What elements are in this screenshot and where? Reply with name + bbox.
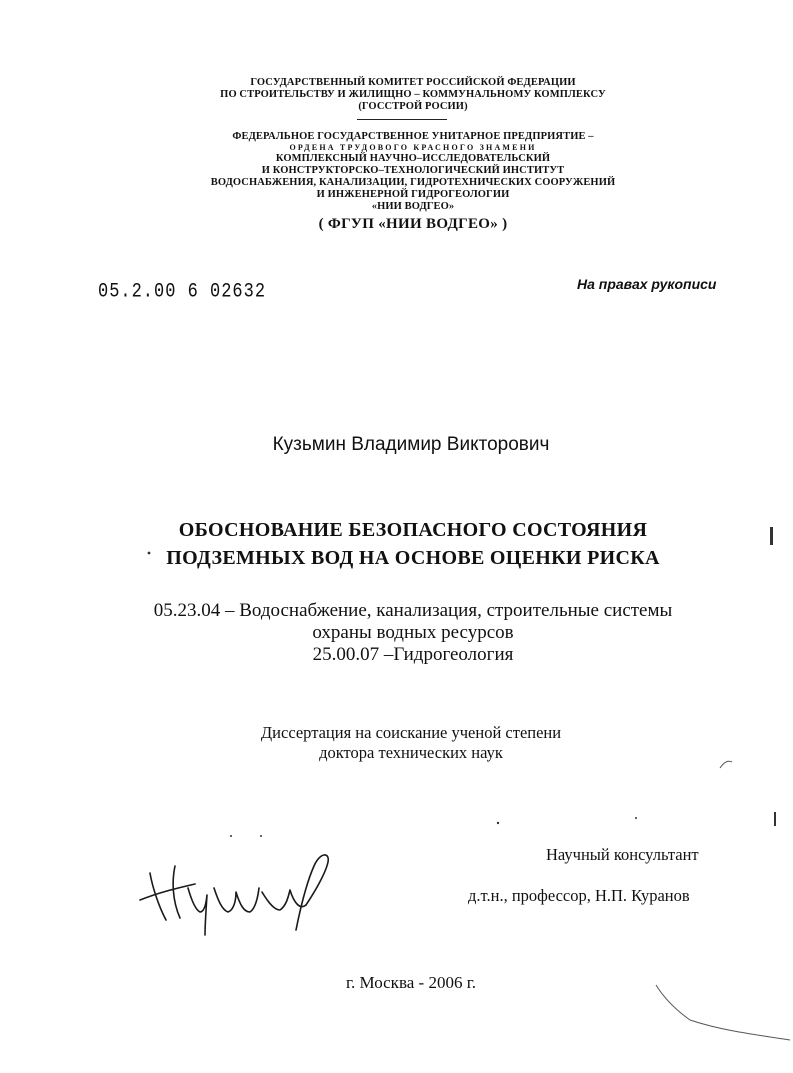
committee-line-2: ПО СТРОИТЕЛЬСТВУ И ЖИЛИЩНО – КОММУНАЛЬНОМУ КОМПЛЕКСУ xyxy=(220,89,606,100)
dissertation-line-1: Диссертация на соискание ученой степени xyxy=(260,723,562,742)
institute-line-2: ОРДЕНА ТРУДОВОГО КРАСНОГО ЗНАМЕНИ xyxy=(289,143,537,152)
specialty-line-3: 25.00.07 –Гидрогеология xyxy=(312,644,514,665)
consultant-name: д.т.н., профессор, Н.П. Куранов xyxy=(468,886,690,905)
rights-note: На правах рукописи xyxy=(577,276,717,292)
institute-line-3: КОМПЛЕКСНЫЙ НАУЧНО–ИССЛЕДОВАТЕЛЬСКИЙ xyxy=(275,153,551,164)
institute-line-6: И ИНЖЕНЕРНОЙ ГИДРОГЕОЛОГИИ xyxy=(316,189,510,200)
institute-line-7: «НИИ ВОДГЕО» xyxy=(371,201,455,212)
consultant-label: Научный консультант xyxy=(546,845,699,864)
registration-stamp: 05.2.00 6 02632 xyxy=(98,281,267,304)
title-line-1: ОБОСНОВАНИЕ БЕЗОПАСНОГО СОСТОЯНИЯ xyxy=(178,519,648,541)
committee-line-3: (ГОССТРОЙ РОСИИ) xyxy=(358,101,468,112)
specialty-line-2: охраны водных ресурсов xyxy=(312,622,514,643)
institute-line-1: ФЕДЕРАЛЬНОЕ ГОСУДАРСТВЕННОЕ УНИТАРНОЕ ПРЕДПРИЯТИЕ – xyxy=(232,131,594,142)
committee-line-1: ГОСУДАРСТВЕННЫЙ КОМИТЕТ РОССИЙСКОЙ ФЕДЕРАЦИИ xyxy=(250,77,576,88)
author-name: Кузьмин Владимир Викторович xyxy=(272,434,550,455)
institute-line-5: ВОДОСНАБЖЕНИЯ, КАНАЛИЗАЦИИ, ГИДРОТЕХНИЧЕСКИХ СООРУЖЕНИЙ xyxy=(210,177,616,188)
institute-abbreviation: ( ФГУП «НИИ ВОДГЕО» ) xyxy=(318,216,508,232)
dissertation-line-2: доктора технических наук xyxy=(319,743,503,762)
title-line-2: ПОДЗЕМНЫХ ВОД НА ОСНОВЕ ОЦЕНКИ РИСКА xyxy=(166,547,660,569)
city-year: г. Москва - 2006 г. xyxy=(345,973,477,992)
institute-line-4: И КОНСТРУКТОРСКО–ТЕХНОЛОГИЧЕСКИЙ ИНСТИТУТ xyxy=(261,165,565,176)
specialty-line-1: 05.23.04 – Водоснабжение, канализация, строительные системы xyxy=(153,600,673,621)
